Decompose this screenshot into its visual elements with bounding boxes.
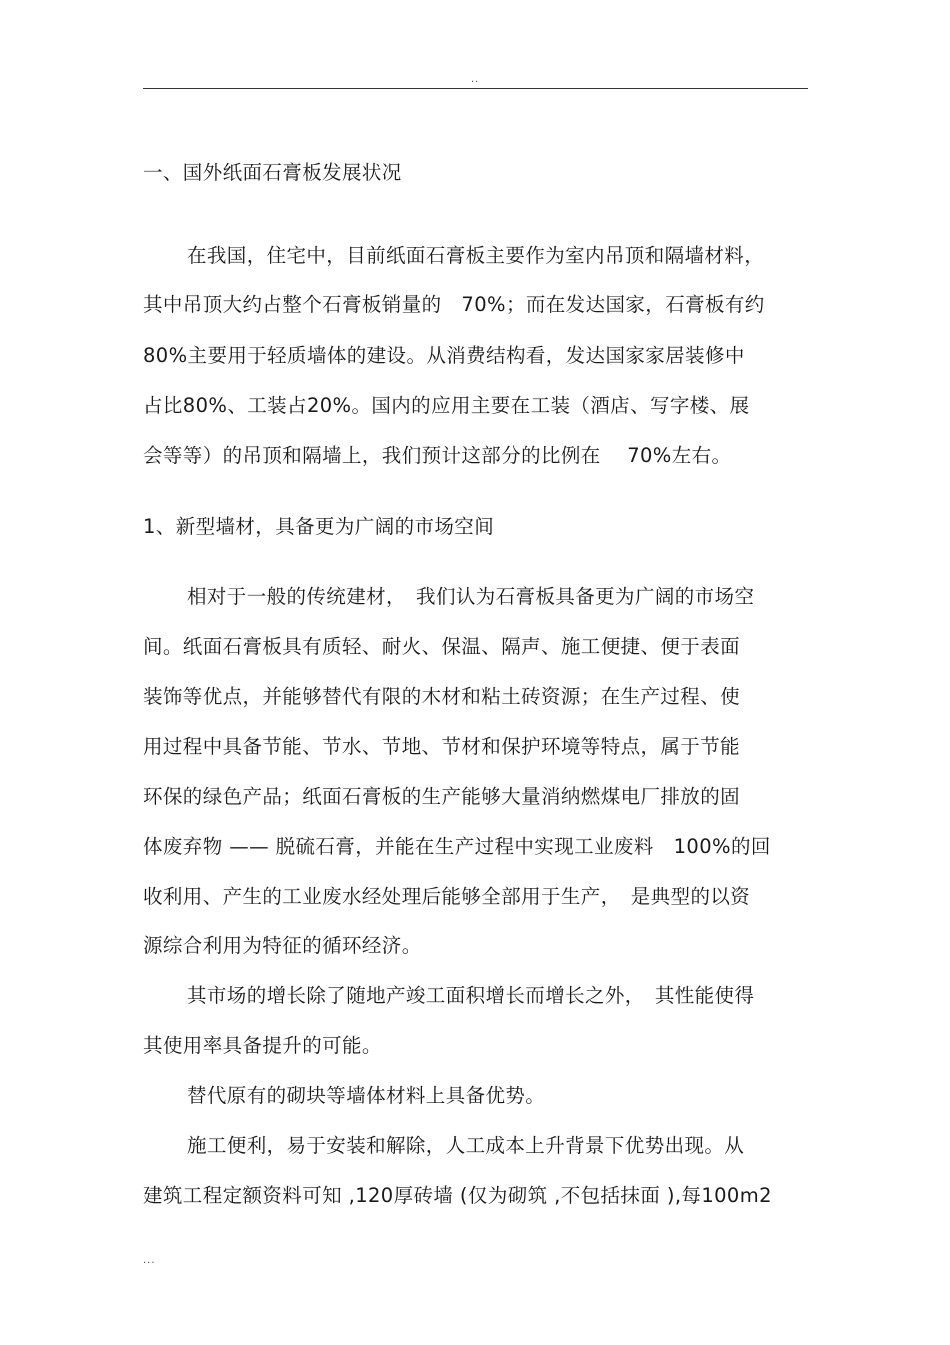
para2-line-6: 体废弃物 —— 脱硫石膏，并能在生产过程中实现工业废料 100%的回 bbox=[143, 835, 771, 858]
para1-line-1: 在我国，住宅中，目前纸面石膏板主要作为室内吊顶和隔墙材料， bbox=[187, 244, 765, 267]
para1-line-4: 占比80%、工装占20%。国内的应用主要在工装（酒店、写字楼、展 bbox=[143, 394, 750, 417]
para5-line-2: 建筑工程定额资料可知 ,120厚砖墙 (仅为砌筑 ,不包括抹面 ),每100m2 bbox=[143, 1184, 772, 1207]
para1-line-2: 其中吊顶大约占整个石膏板销量的 70%；而在发达国家，石膏板有约 bbox=[143, 293, 765, 316]
para2-line-8: 源综合利用为特征的循环经济。 bbox=[143, 934, 422, 957]
para1-line-3: 80%主要用于轻质墙体的建设。从消费结构看，发达国家家居装修中 bbox=[143, 344, 745, 367]
para4-line-1: 替代原有的砌块等墙体材料上具备优势。 bbox=[187, 1084, 546, 1107]
header-mark: .. bbox=[471, 74, 480, 85]
para2-line-5: 环保的绿色产品；纸面石膏板的生产能够大量消纳燃煤电厂排放的固 bbox=[143, 785, 741, 808]
para1-line-5: 会等等）的吊顶和隔墙上，我们预计这部分的比例在 70%左右。 bbox=[143, 444, 732, 467]
section-heading: 一、国外纸面石膏板发展状况 bbox=[143, 161, 402, 184]
para5-line-1: 施工便利，易于安装和解除，人工成本上升背景下优势出现。从 bbox=[187, 1134, 745, 1157]
para2-line-3: 装饰等优点，并能够替代有限的木材和粘土砖资源；在生产过程、使 bbox=[143, 685, 741, 708]
para3-line-1: 其市场的增长除了随地产竣工面积增长而增长之外， 其性能使得 bbox=[187, 984, 755, 1007]
footer-mark: ... bbox=[143, 1255, 156, 1266]
para3-line-2: 其使用率具备提升的可能。 bbox=[143, 1034, 382, 1057]
para2-line-4: 用过程中具备节能、节水、节地、节材和保护环境等特点，属于节能 bbox=[143, 735, 741, 758]
header-rule bbox=[143, 88, 808, 89]
para2-line-1: 相对于一般的传统建材， 我们认为石膏板具备更为广阔的市场空 bbox=[187, 585, 755, 608]
para2-line-2: 间。纸面石膏板具有质轻、耐火、保温、隔声、施工便捷、便于表面 bbox=[143, 635, 741, 658]
subheading: 1、新型墙材，具备更为广阔的市场空间 bbox=[143, 515, 495, 538]
para2-line-7: 收利用、产生的工业废水经处理后能够全部用于生产， 是典型的以资 bbox=[143, 885, 751, 908]
